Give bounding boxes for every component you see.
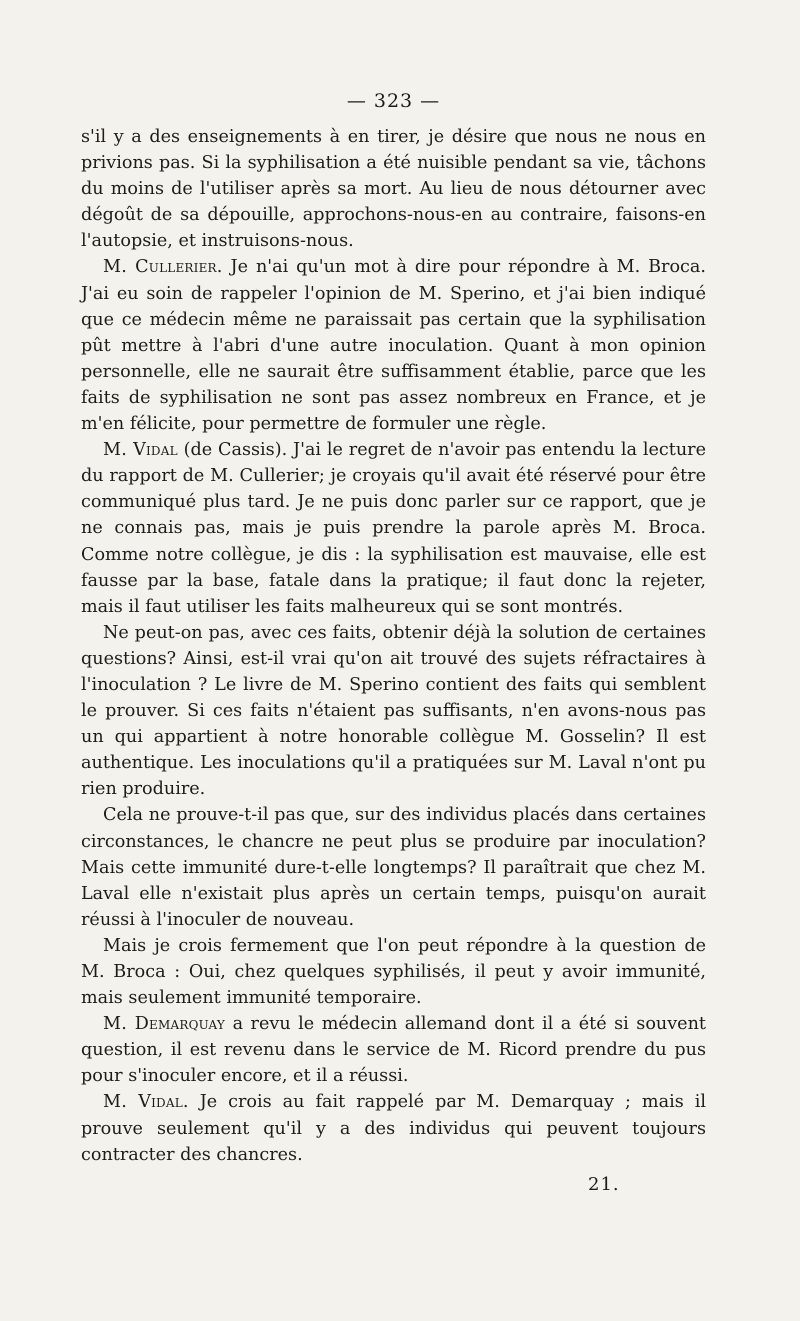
paragraph-7 [81, 1011, 706, 1089]
paragraph-8-text: Je crois au fait rappelé par M. Demarquay ; mais il prouve seulement qu'il y a des individus qui peuvent toujours contracter des chancres. [81, 1092, 706, 1165]
paragraph-6-text: Mais je crois fermement que l'on peut répondre à la question de M. Broca : Oui, chez quelques syphilisés, il peut y avoir immunité, mais seulement immunité temporaire. [81, 935, 706, 1009]
paragraph-4 [81, 620, 706, 803]
paragraph-3 [81, 437, 706, 620]
signature-mark: 21. [588, 1174, 620, 1195]
paragraph-4-text: Ne peut-on pas, avec ces faits, obtenir déjà la solution de certaines questions? Ainsi, est-il vrai qu'on ait trouvé des sujets réfractaires à l'inoculation ? Le livre de M. Sperino contient des faits qui semblent le prouver. Si ces faits n'étaient pas suffisants, n'en avons-nous pas un qui appartient à notre honorable collègue M. Gosselin? Il est authentique. Les inoculations qu'il a pratiquées sur M. Laval n'ont pu rien produire. [81, 622, 706, 800]
paragraph-5 [81, 802, 706, 932]
speaker-cullerier: M. Cullerier. [103, 257, 223, 278]
paragraph-1 [81, 124, 706, 254]
paragraph-6 [81, 933, 706, 1011]
speaker-vidal-2: M. Vidal. [103, 1092, 189, 1113]
speaker-demarquay: M. Demarquay [103, 1014, 226, 1035]
page-number: — 323 — [346, 90, 441, 112]
paragraph-1-text: s'il y a des enseignements à en tirer, je désire que nous ne nous en privions pas. Si la syphilisation a été nuisible pendant sa vie, tâchons du moins de l'utiliser après sa mort. Au lieu de nous détourner avec dégoût de sa dépouille, approchons-nous-en au contraire, faisons-en l'autopsie, et instruisons-nous. [81, 127, 706, 252]
paragraph-3-text: (de Cassis). J'ai le regret de n'avoir pas entendu la lecture du rapport de M. Cullerier; je croyais qu'il avait été réservé pour être communiqué plus tard. Je ne puis donc parler sur ce rapport, que je ne connais pas, mais je puis prendre la parole après M. Broca. Comme notre collègue, je dis : la syphilisation est mauvaise, elle est fausse par la base, fatale dans la pratique; il faut donc la rejeter, mais il faut utiliser les faits malheureux qui se sont montrés. [81, 440, 706, 617]
paragraph-7-text: a revu le médecin allemand dont il a été si souvent question, il est revenu dans le service de M. Ricord prendre du pus pour s'inoculer encore, et il a réussi. [81, 1014, 706, 1087]
speaker-vidal: M. Vidal [103, 440, 178, 461]
paragraph-2 [81, 254, 706, 437]
paragraph-8 [81, 1089, 706, 1167]
paragraph-5-text: Cela ne prouve-t-il pas que, sur des individus placés dans certaines circonstances, le chancre ne peut plus se produire par inoculation? Mais cette immunité dure-t-elle longtemps? Il paraîtrait que chez M. Laval elle n'existait plus après un certain temps, puisqu'on aurait réussi à l'inoculer de nouveau. [81, 805, 706, 930]
paragraph-2-text: Je n'ai qu'un mot à dire pour répondre à M. Broca. J'ai eu soin de rappeler l'opinion de M. Sperino, et j'ai bien indiqué que ce médecin même ne paraissait pas certain que la syphilisation pût mettre à l'abri d'une autre inoculation. Quant à mon opinion personnelle, elle ne saurait être suffisamment établie, parce que les faits de syphilisation ne sont pas assez nombreux en France, et je m'en félicite, pour permettre de formuler une règle. [81, 257, 706, 435]
